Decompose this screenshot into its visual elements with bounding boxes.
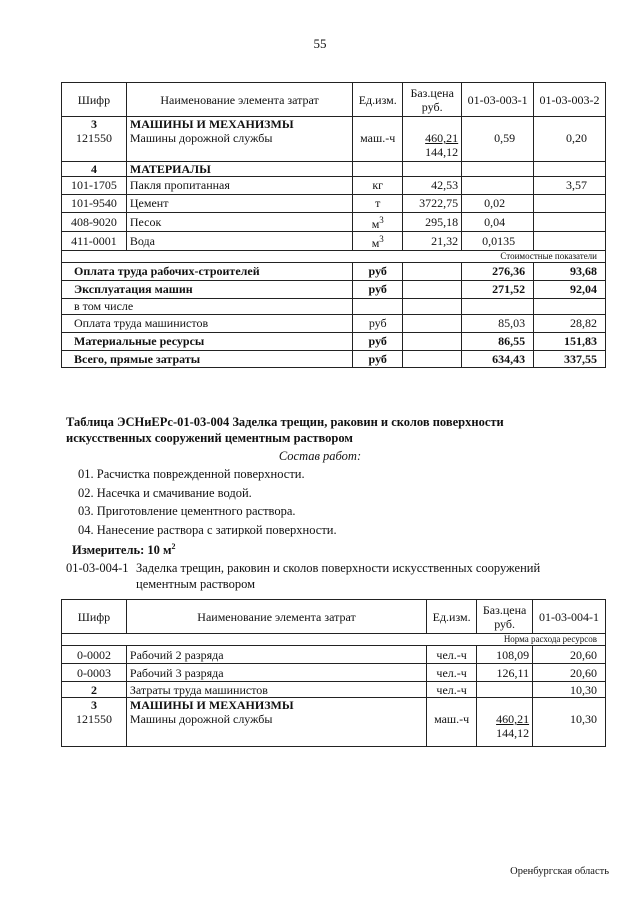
table-header-row (62, 600, 606, 634)
indicators-label: Стоимостные показатели (62, 250, 606, 262)
row-name: Пакля пропитанная (126, 176, 352, 194)
table-row (62, 664, 606, 682)
row-value-1: 0,59 (462, 131, 534, 161)
summary-row (62, 314, 606, 332)
row-unit: т (353, 194, 403, 212)
summary-value-1: 86,55 (462, 332, 534, 350)
row-code: 101-1705 (62, 176, 127, 194)
col-header-price: Баз.цена руб. (403, 83, 462, 117)
row-unit: чел.-ч (427, 646, 477, 664)
row-name: Затраты труда машинистов (126, 682, 426, 698)
norm-label: Норма расхода ресурсов (62, 634, 606, 646)
section-title: МАШИНЫ И МЕХАНИЗМЫ (126, 117, 352, 132)
summary-value-2: 93,68 (534, 262, 606, 280)
work-step: 04. Нанесение раствора с затиркой поверхности. (78, 523, 337, 537)
table-row (62, 682, 606, 698)
summary-row (62, 280, 606, 298)
row-price: 126,11 (477, 664, 533, 682)
page-number: 55 (313, 36, 327, 51)
table-row (62, 212, 606, 231)
row-price: 21,32 (403, 231, 462, 250)
row-price-secondary: 144,12 (496, 726, 530, 740)
row-value-2: 3,57 (534, 176, 606, 194)
col-header-unit: Ед.изм. (353, 83, 403, 117)
col-header-code: Шифр (62, 83, 127, 117)
row-name: Вода (126, 231, 352, 250)
col-header-name: Наименование элемента затрат (126, 600, 426, 634)
summary-value-1: 634,43 (462, 350, 534, 367)
row-price: 295,18 (403, 212, 462, 231)
row-value-2 (534, 212, 606, 231)
table-row (62, 176, 606, 194)
row-price-cell (477, 712, 533, 746)
summary-name: Эксплуатация машин (62, 280, 353, 298)
row-value-1: 0,0135 (462, 231, 534, 250)
norm-row (62, 634, 606, 646)
summary-unit: руб (353, 350, 403, 367)
summary-row (62, 262, 606, 280)
row-code: 408-9020 (62, 212, 127, 231)
measurement-unit-exponent: 2 (171, 542, 176, 551)
row-name: Песок (126, 212, 352, 231)
row-unit: кг (353, 176, 403, 194)
summary-unit: руб (353, 280, 403, 298)
summary-name: в том числе (62, 298, 353, 314)
row-name: Рабочий 2 разряда (126, 646, 426, 664)
row-unit: м (371, 235, 380, 250)
summary-name: Оплата труда рабочих-строителей (62, 262, 353, 280)
col-header-code: Шифр (62, 600, 127, 634)
section-title: МАТЕРИАЛЫ (126, 161, 352, 176)
row-code: 0-0003 (62, 664, 127, 682)
row-code: 0-0002 (62, 646, 127, 664)
summary-unit: руб (353, 262, 403, 280)
row-unit: чел.-ч (427, 664, 477, 682)
row-name: Машины дорожной службы (126, 712, 426, 746)
measurement-unit (72, 542, 176, 558)
work-step: 03. Приготовление цементного раствора. (78, 504, 296, 518)
section-row (62, 117, 606, 132)
row-name: Машины дорожной службы (126, 131, 352, 161)
row-value-1 (462, 176, 534, 194)
row-code: 121550 (62, 131, 127, 161)
row-unit-cell (353, 231, 403, 250)
col-header-v1: 01-03-004-1 (533, 600, 606, 634)
work-code: 01-03-004-1 (66, 561, 129, 575)
row-code: 411-0001 (62, 231, 127, 250)
row-name: Рабочий 3 разряда (126, 664, 426, 682)
summary-unit: руб (353, 314, 403, 332)
summary-name: Оплата труда машинистов (62, 314, 353, 332)
summary-value-1: 276,36 (462, 262, 534, 280)
row-unit-exponent: 3 (379, 233, 384, 244)
row-code: 121550 (62, 712, 127, 746)
table-row (62, 712, 606, 746)
table-row (62, 231, 606, 250)
summary-unit: руб (353, 332, 403, 350)
row-value-2 (534, 231, 606, 250)
row-unit: м (371, 216, 380, 231)
row-value-1: 20,60 (533, 664, 606, 682)
table-row (62, 646, 606, 664)
row-price-cell (403, 131, 462, 161)
summary-value-2: 92,04 (534, 280, 606, 298)
row-price: 460,21 (425, 131, 459, 145)
summary-name: Всего, прямые затраты (62, 350, 353, 367)
row-code: 2 (62, 682, 127, 698)
section-number: 3 (62, 117, 127, 132)
col-header-price: Баз.цена руб. (477, 600, 533, 634)
table-header-row (62, 83, 606, 117)
summary-value-2: 28,82 (534, 314, 606, 332)
row-unit-exponent: 3 (379, 214, 384, 225)
row-value-1: 0,02 (462, 194, 534, 212)
row-price: 108,09 (477, 646, 533, 664)
section-title: МАШИНЫ И МЕХАНИЗМЫ (126, 698, 426, 713)
resource-table-2 (61, 599, 606, 747)
summary-value-1: 85,03 (462, 314, 534, 332)
summary-name: Материальные ресурсы (62, 332, 353, 350)
section-title: Таблица ЭСНиЕРс-01-03-004 Заделка трещин, раковин и сколов поверхности искусственных сооружений цементным раствором (66, 415, 504, 445)
row-value-2 (534, 194, 606, 212)
footer-region: Оренбургская область (510, 866, 609, 877)
col-header-name: Наименование элемента затрат (126, 83, 352, 117)
row-price: 3722,75 (403, 194, 462, 212)
row-code: 101-9540 (62, 194, 127, 212)
row-unit: маш.-ч (353, 131, 403, 161)
table-row (62, 131, 606, 161)
row-price: 42,53 (403, 176, 462, 194)
row-name: Цемент (126, 194, 352, 212)
col-header-unit: Ед.изм. (427, 600, 477, 634)
summary-row (62, 298, 606, 314)
col-header-v2: 01-03-003-2 (534, 83, 606, 117)
summary-row (62, 332, 606, 350)
row-value-1: 20,60 (533, 646, 606, 664)
table-row (62, 194, 606, 212)
summary-value-1: 271,52 (462, 280, 534, 298)
row-price-secondary: 144,12 (425, 145, 459, 159)
work-composition-label: Состав работ: (278, 449, 362, 463)
section-row (62, 161, 606, 176)
row-unit: маш.-ч (427, 712, 477, 746)
row-value-1: 0,04 (462, 212, 534, 231)
row-unit: чел.-ч (427, 682, 477, 698)
section-row (62, 698, 606, 713)
work-step: 01. Расчистка поврежденной поверхности. (78, 467, 305, 481)
row-value-1: 10,30 (533, 712, 606, 746)
indicators-row (62, 250, 606, 262)
work-code-block (66, 560, 541, 591)
row-value-1: 10,30 (533, 682, 606, 698)
work-step: 02. Насечка и смачивание водой. (78, 486, 252, 500)
row-value-2: 0,20 (534, 131, 606, 161)
resource-table-1 (61, 82, 606, 368)
measurement-unit-label: Измеритель: 10 м (72, 543, 172, 558)
col-header-v1: 01-03-003-1 (462, 83, 534, 117)
work-description: Заделка трещин, раковин и сколов поверхности искусственных сооружений цементным раствором (136, 561, 541, 591)
section-number: 4 (62, 161, 127, 176)
summary-row (62, 350, 606, 367)
row-unit-cell (353, 212, 403, 231)
section-number: 3 (62, 698, 127, 713)
summary-value-2: 151,83 (534, 332, 606, 350)
row-price: 460,21 (496, 712, 530, 726)
summary-value-2: 337,55 (534, 350, 606, 367)
